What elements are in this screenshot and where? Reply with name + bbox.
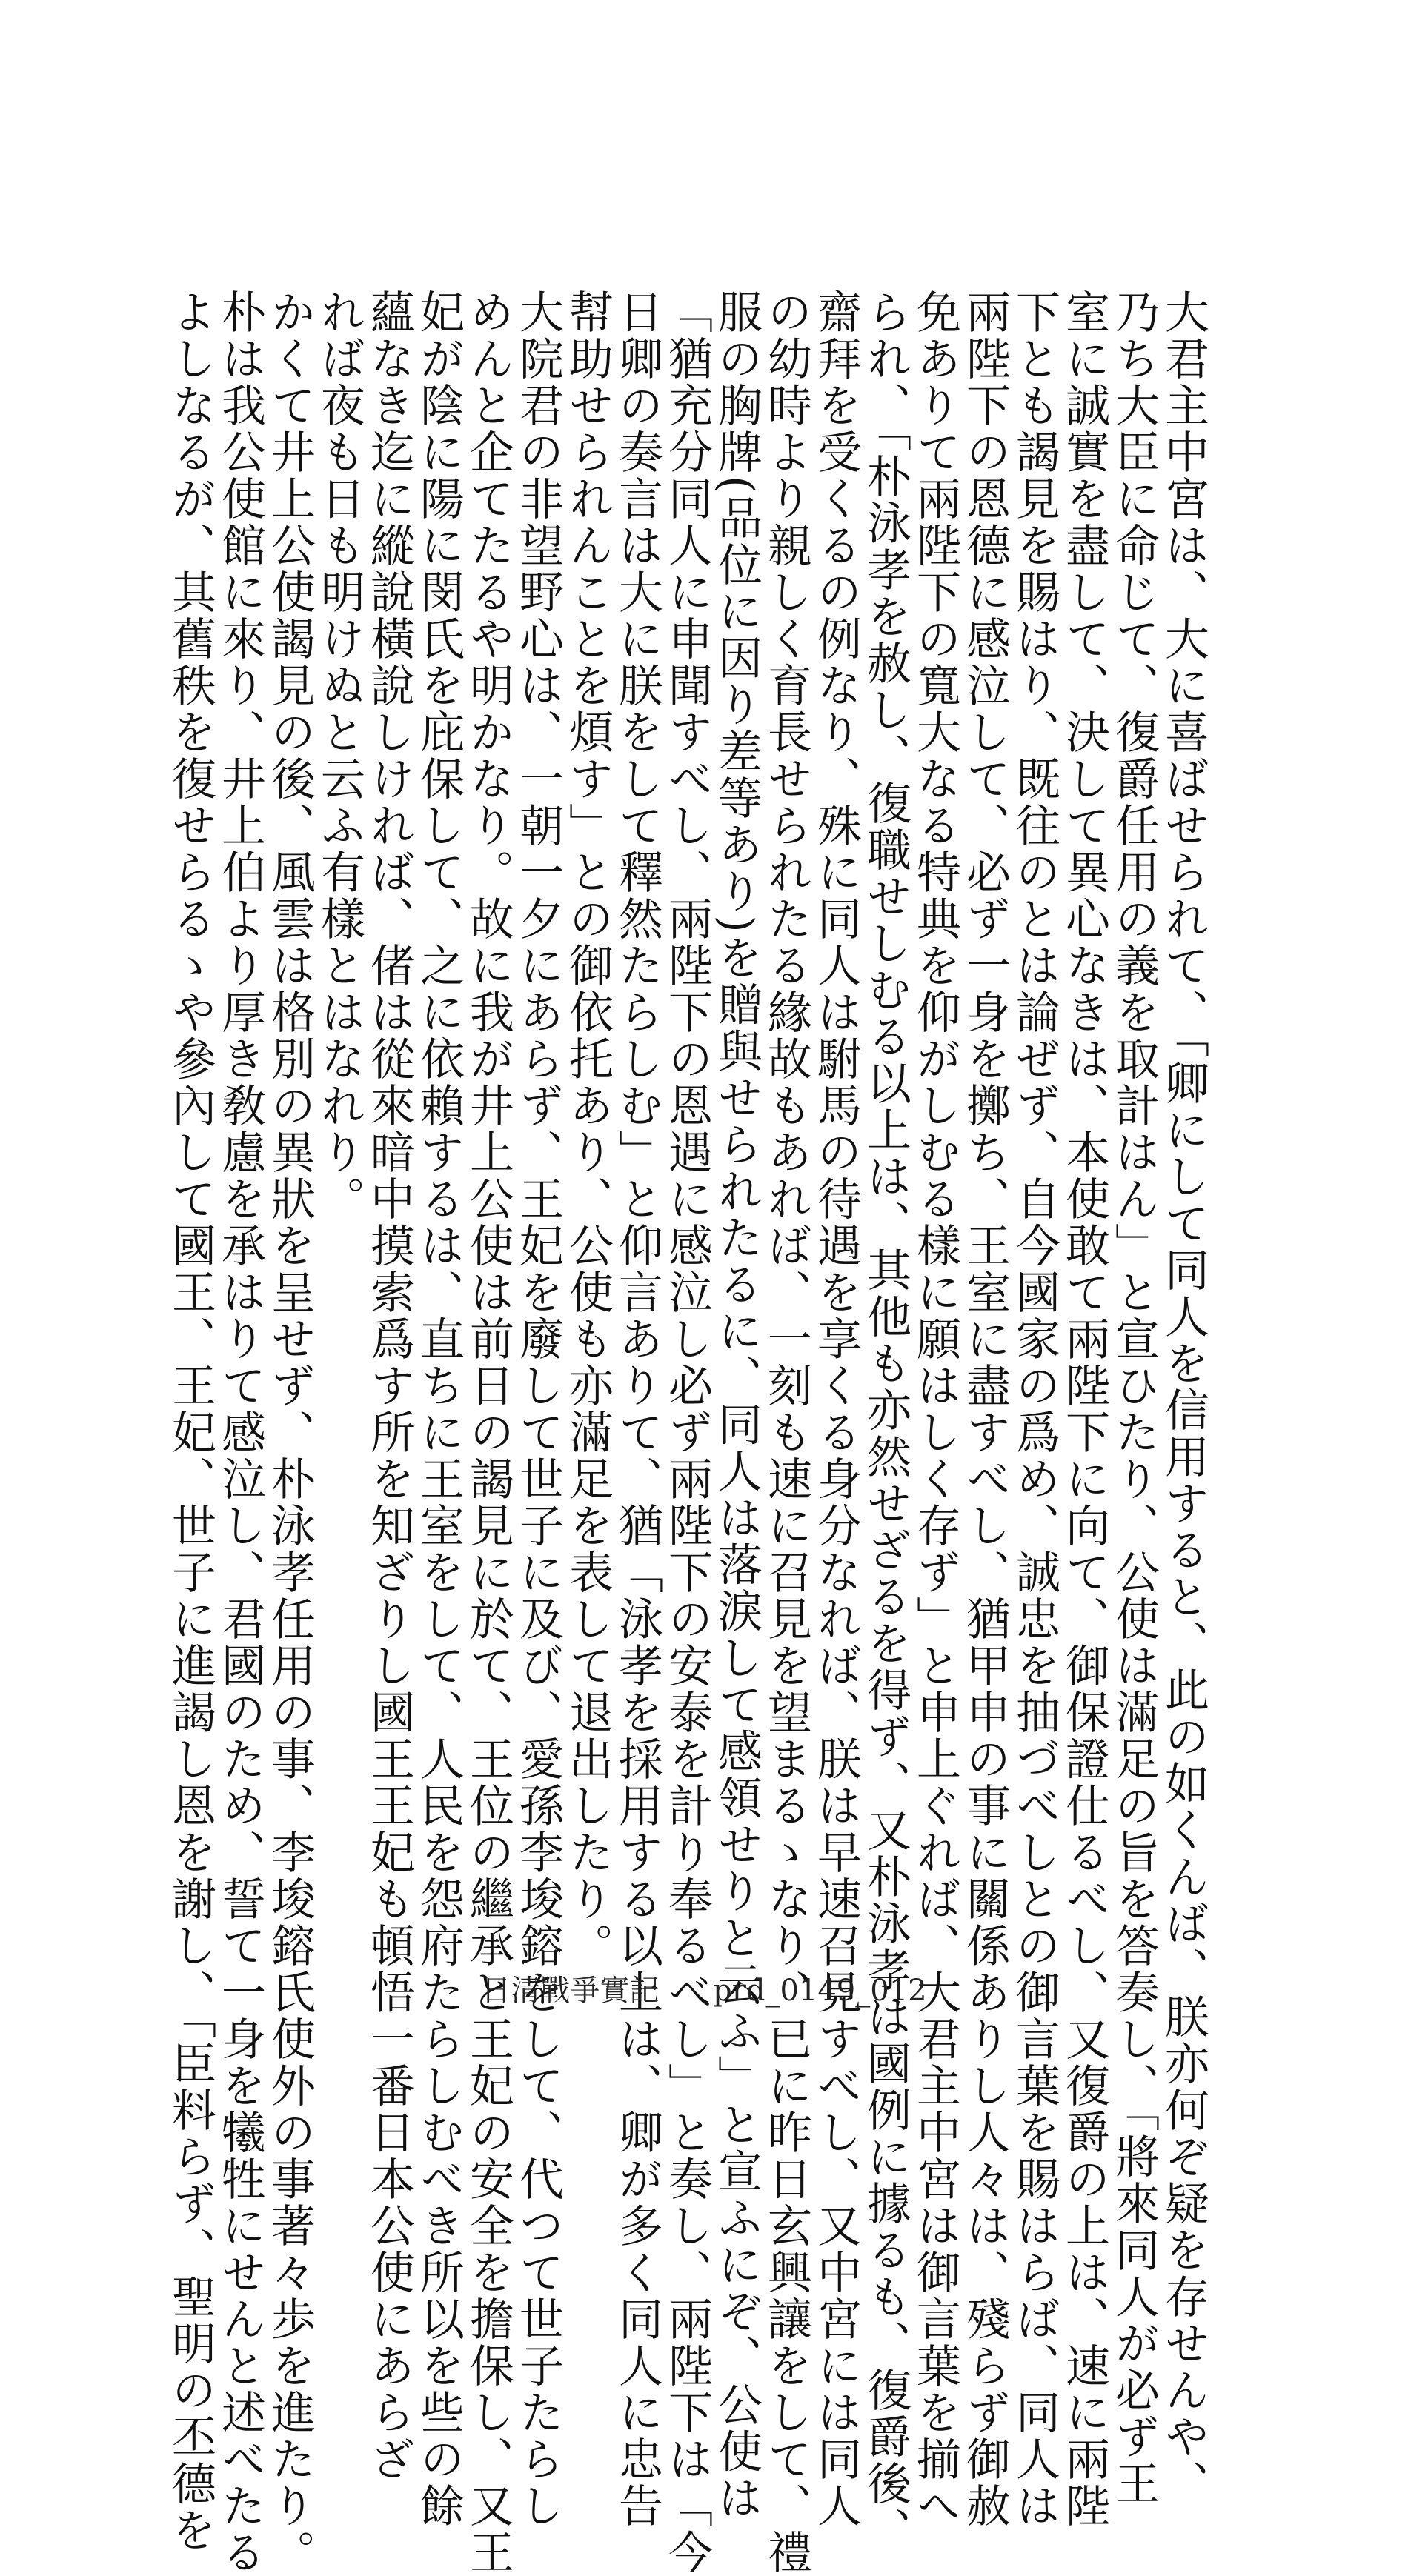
page-footer xyxy=(0,1967,1408,2009)
text-column-1: 大君主中宮は、大に喜ばせられて、「卿にして同人を信用すると、此の如くんば、朕亦何ぞ疑を存せんや、 xyxy=(1158,289,1209,2507)
text-column-10: 服の胸牌(品位に因り差等あり)を贈與せられたるに、同人は落淚して感領せりと云ふ」と宣ふにぞ、公使は xyxy=(711,289,763,2522)
text-column-17: 蘊なき迄に縱說橫說しければ、偖は從來暗中摸索爲す所を知ざりし國王王妃も頓悟一番日本公使にあらざ xyxy=(363,289,415,2483)
text-column-18: れば夜も日も明けぬと云ふ有樣とはなれり。 xyxy=(313,289,365,1222)
text-column-15: めんと企てたるや明かなり。故に我が井上公使は前日の謁見に於て、王位の繼承と王妃の安全を擔保し、又王 xyxy=(462,289,514,2576)
text-column-20: 朴は我公使館に來り、井上伯より厚き敎慮を承はりて感泣し、君國のため、誓て一身を犧牲にせんと述べたる xyxy=(214,289,266,2576)
text-column-11: 「猶充分同人に申聞すべし、兩陛下の恩遇に感泣し必ず兩陛下の安泰を計り奉るべし」と奏し、兩陛下は「今 xyxy=(661,289,713,2576)
text-column-6: 免ありて兩陛下の寬大なる特典を仰がしむる樣に願はしく存ず」と申上ぐれば、大君主中宮は御言葉を揃へ xyxy=(909,289,961,2529)
text-column-2: 乃ち大臣に命じて、復爵任用の義を取計はん」と宣ひたり、公使は滿足の旨を答奏し、「將來同人が必ず王 xyxy=(1108,289,1160,2507)
footer-title: 日清戰爭實記 xyxy=(481,1974,660,2008)
text-column-9: の幼時より親しく育長せられたる緣故もあれば、一刻も速に召見を望まるゝなり、已に昨日玄興讓をして、禮 xyxy=(760,289,812,2576)
text-column-14: 大院君の非望野心は、一朝一夕にあらず、王妃を廢して世子に及び、愛孫李埈鎔をして、代つて世子たらし xyxy=(512,289,564,2529)
text-column-8: 齋拜を受くるの例なり、殊に同人は駙馬の待遇を享くる身分なれば、朕は早速召見すべし、又中宮には同人 xyxy=(810,289,862,2529)
footer-page-id: prd_0149_012 xyxy=(713,1974,927,2008)
text-column-7: られ、「朴泳孝を赦し、復職せしむる以上は、其他も亦然せざるを得ず、又朴泳孝は國例に據るも、復爵後、 xyxy=(860,289,911,2554)
text-column-21: よしなるが、其舊秩を復せらるゝや參內して國王、王妃、世子に進謁し恩を謝し、「臣料らず、聖明の丕德を xyxy=(165,289,216,2554)
text-column-19: かくて井上公使謁見の後、風雲は格別の異狀を呈せず、朴泳孝任用の事、李埈鎔氏使外の事著々歩を進たり。 xyxy=(264,289,316,2576)
text-column-12: 日卿の奏言は大に朕をして釋然たらしむ」と仰言ありて、猶「泳孝を採用する以上は、卿が多く同人に忠告 xyxy=(611,289,663,2529)
text-column-16: 妃が陰に陽に閔氏を庇保して、之に依賴するは、直ちに王室をして、人民を怨府たらしむべき所以を些の餘 xyxy=(413,289,465,2529)
text-column-3: 室に誠實を盡して、決して異心なきは、本使敢て兩陛下に向て、御保證仕るべし、又復爵の上は、速に兩陛 xyxy=(1058,289,1110,2529)
text-column-5: 兩陛下の恩德に感泣して、必ず一身を擲ち、王室に盡すべし、猶甲申の事に關係ありし人々は、殘らず御赦 xyxy=(959,289,1011,2529)
text-column-13: 幇助せられんことを煩す」との御依托あり、公使も亦滿足を表して退出したり。 xyxy=(562,289,614,1969)
text-column-4: 下とも謁見を賜はり、既往のとは論ぜず、自今國家の爲め、誠忠を抽づべしとの御言葉を賜はらば、同人は xyxy=(1009,289,1060,2529)
